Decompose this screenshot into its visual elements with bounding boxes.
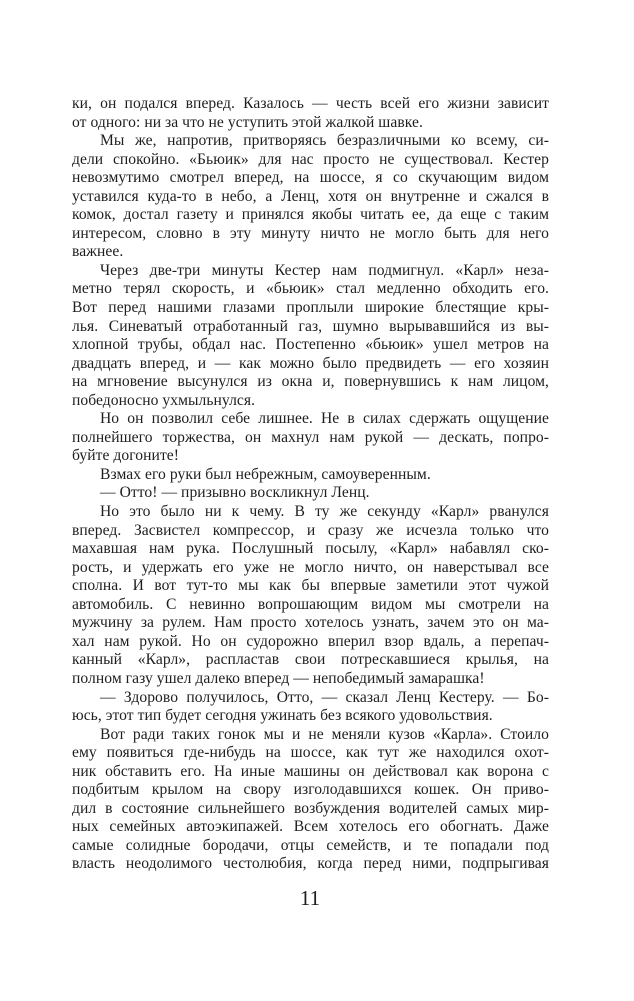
text-line: Вот перед нашими глазами проплыли широкие блестящие кры- [72,299,549,317]
paragraph-first-line: Через две-три минуты Кестер нам подмигнул. «Карл» неза- [100,261,549,279]
text-line: важнее. [72,243,124,261]
text-line: хал нам рукой. Но он судорожно вперил взор вдаль, а перепач- [72,632,549,650]
text-line: самые солидные бородачи, отцы семейств, и те попадали под [72,836,549,854]
text-line: автомобиль. С невинно вопрошающим видом мы смотрели на [72,595,549,613]
text-line: канный «Карл», распластав свои потрескавшиеся крылья, на [72,651,549,669]
text-line: двадцать вперед, и — как можно было предвидеть — его хозяин [72,354,549,372]
page-number: 11 [299,886,321,910]
text-line: полнейшего торжества, он махнул нам рукой — дескать, попро- [72,428,549,446]
text-line: комок, достал газету и принялся якобы читать ее, да еще с таким [72,206,549,224]
text-line: метно терял скорость, и «бьюик» стал медленно обходить его. [72,280,549,298]
text-line: махавшая нам рука. Послушный посылу, «Карл» набавлял ско- [72,540,549,558]
text-line: рость, и удержать его уже не могло ничто, он наверстывал все [72,558,549,576]
text-line: дил в состояние сильнейшего возбуждения водителей самых мир- [72,799,549,817]
paragraph-first-line: Вот ради таких гонок мы и не меняли кузов «Карла». Стоило [100,725,549,743]
paragraph-first-line: — Здорово получилось, Отто, — сказал Ленц Кестеру. — Бо- [100,688,549,706]
text-line: ки, он подался вперед. Казалось — честь всей его жизни зависит [72,95,549,112]
text-line: подбитым крылом на свору изголодавшихся кошек. Он приво- [72,781,549,799]
text-line: сполна. И вот тут-то мы как бы впервые заметили этот чужой [72,577,549,595]
text-line: ник обставить его. На иные машины он действовал как ворона с [72,762,549,780]
text-line: хлопной трубы, обдал нас. Постепенно «бьюик» ушел метров на [72,336,549,354]
text-line: юсь, этот тип будет сегодня ужинать без всякого удовольствия. [72,707,493,725]
text-line: полном газу ушел далеко вперед — непобедимый замарашка! [72,669,485,687]
text-line: от одного: ни за что не уступить этой жалкой шавке. [72,113,423,131]
paragraph-first-line: Но это было ни к чему. В ту же секунду «Карл» рванулся [100,503,549,521]
text-line: интересом, словно в эту минуту ничто не могло быть для него [72,224,549,242]
text-line: лья. Синеватый отработанный газ, шумно вырывавшийся из вы- [72,317,549,335]
text-line: ных семейных автоэкипажей. Всем хотелось его обогнать. Даже [72,818,549,836]
paragraph-first-line: — Отто! — призывно воскликнул Ленц. [100,484,370,502]
text-line: ему появиться где-нибудь на шоссе, как тут же находился охот- [72,744,549,762]
text-line: на мгновение высунулся из окна и, повернувшись к нам лицом, [72,373,549,391]
text-line: мужчину за рулем. Нам просто хотелось узнать, зачем это он ма- [72,614,549,632]
text-line: буйте догоните! [72,447,180,465]
text-line: победоносно ухмыльнулся. [72,391,256,409]
text-line: власть неодолимого честолюбия, когда перед ними, подпрыгивая [72,855,549,873]
paragraph-first-line: Мы же, напротив, притворяясь безразличными ко всему, си- [100,132,549,150]
body-text [72,95,549,874]
text-line: дели спокойно. «Бьюик» для нас просто не существовал. Кестер [72,150,549,168]
text-line: невозмутимо смотрел вперед, на шоссе, я со скучающим видом [72,169,549,187]
paragraph-first-line: Но он позволил себе лишнее. Не в силах сдержать ощущение [100,410,549,428]
text-line: уставился куда-то в небо, а Ленц, хотя он внутренне и сжался в [72,187,549,205]
paragraph-first-line: Взмах его руки был небрежным, самоуверенным. [100,465,431,483]
text-line: вперед. Засвистел компрессор, и сразу же исчезла только что [72,521,549,539]
